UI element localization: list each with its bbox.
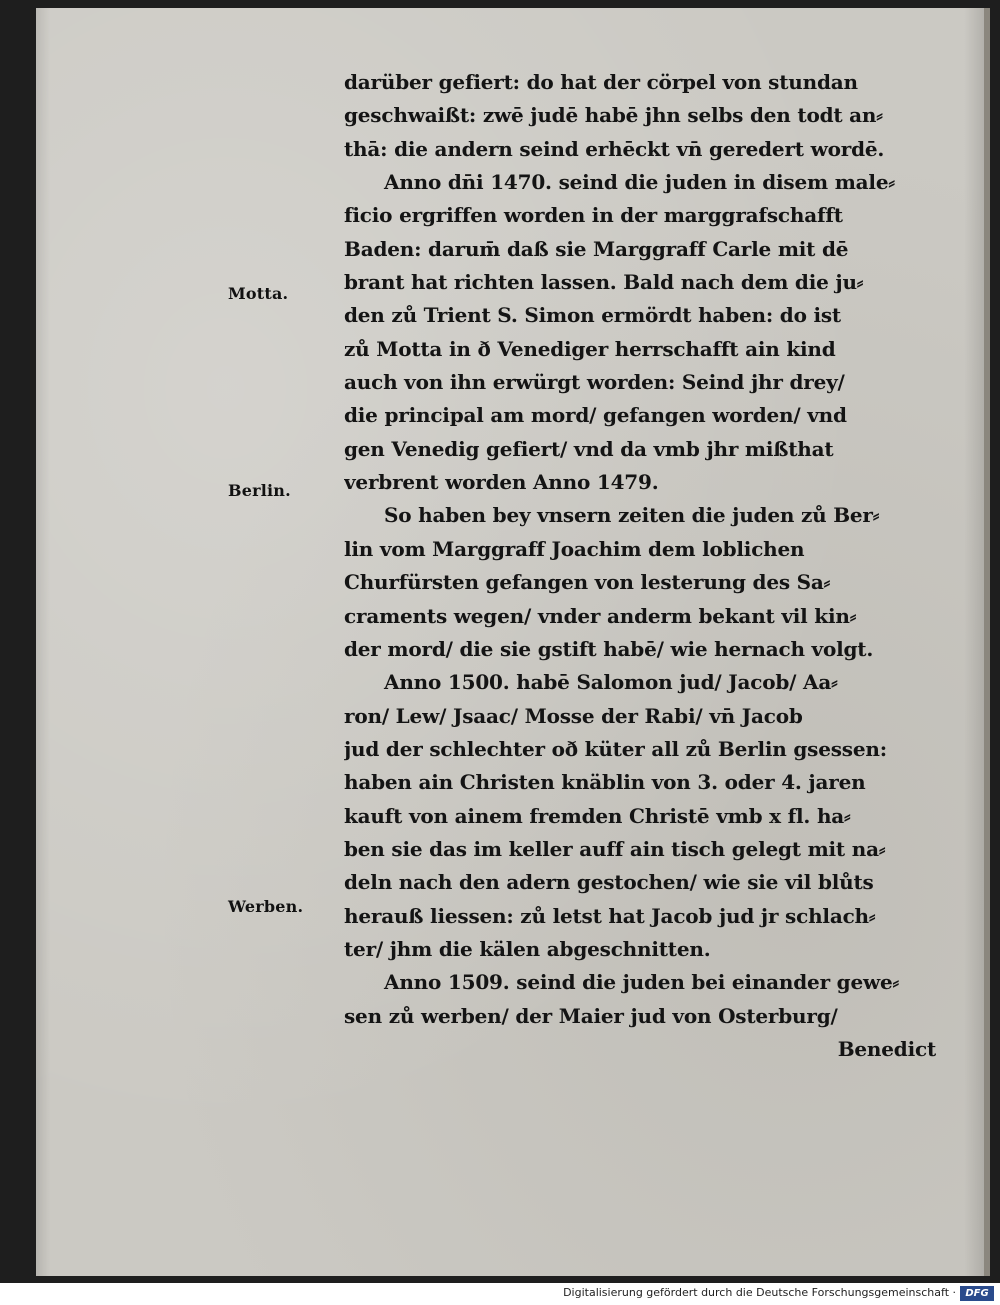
text-line: thā: die andern seind erhēckt vn̄ geredert wordē.: [344, 136, 885, 161]
margin-note-berlin: Berlin.: [228, 481, 291, 500]
footer-bar: [0, 1283, 1000, 1305]
text-line: brant hat richten lassen. Bald nach dem die ju⸗: [344, 270, 864, 295]
text-line: die principal am mord/ gefangen worden/ vnd: [344, 403, 847, 428]
text-line: Anno 1509. seind die juden bei einander gewe⸗: [384, 970, 899, 995]
footer-credit: Digitalisierung gefördert durch die Deutsche Forschungsgemeinschaft ·: [563, 1286, 956, 1299]
text-line: Baden: darum̄ daß sie Marggraff Carle mit dē: [344, 236, 849, 261]
text-line: deln nach den adern gestochen/ wie sie vil blůts: [344, 870, 874, 895]
text-line: ficio ergriffen worden in der marggrafschafft: [344, 203, 843, 228]
text-line: So haben bey vnsern zeiten die juden zů Ber⸗: [384, 503, 880, 528]
text-line: ben sie das im keller auff ain tisch gelegt mit na⸗: [344, 836, 886, 861]
text-line: herauß liessen: zů letst hat Jacob jud jr schlach⸗: [344, 903, 876, 928]
text-line: lin vom Marggraff Joachim dem loblichen: [344, 536, 805, 561]
text-line: verbrent worden Anno 1479.: [344, 470, 659, 495]
text-line: ter/ jhm die kälen abgeschnitten.: [344, 936, 711, 961]
catchword: Benedict: [837, 1036, 936, 1061]
main-text-column: [344, 66, 936, 1066]
text-line: kauft von ainem fremden Christē vmb x fl. ha⸗: [344, 803, 851, 828]
text-line: den zů Trient S. Simon ermördt haben: do ist: [344, 303, 841, 328]
text-line: geschwaißt: zwē judē habē jhn selbs den todt an⸗: [344, 103, 883, 128]
text-line: sen zů werben/ der Maier jud von Osterburg/: [344, 1003, 838, 1028]
text-line: Churfürsten gefangen von lesterung des Sa⸗: [344, 570, 831, 595]
text-line: Anno 1500. habē Salomon jud/ Jacob/ Aa⸗: [384, 670, 838, 695]
margin-note-werben: Werben.: [228, 897, 304, 916]
page-edge: [984, 8, 990, 1276]
text-line: Anno dn̄i 1470. seind die juden in disem male⸗: [384, 170, 895, 195]
text-line: jud der schlechter oð küter all zů Berlin gsessen:: [344, 736, 887, 761]
dfg-logo[interactable]: DFG: [960, 1286, 994, 1301]
text-line: ron/ Lew/ Jsaac/ Mosse der Rabi/ vn̄ Jacob: [344, 703, 803, 728]
text-line: haben ain Christen knäblin von 3. oder 4. jaren: [344, 770, 866, 795]
text-line: zů Motta in ð Venediger herrschafft ain kind: [344, 336, 836, 361]
margin-note-motta: Motta.: [228, 284, 289, 303]
text-line: craments wegen/ vnder anderm bekant vil kin⸗: [344, 603, 857, 628]
text-line: der mord/ die sie gstift habē/ wie hernach volgt.: [344, 636, 874, 661]
text-line: darüber gefiert: do hat der cörpel von stundan: [344, 70, 858, 94]
text-line: gen Venedig gefiert/ vnd da vmb jhr mißthat: [344, 436, 834, 461]
text-line: auch von ihn erwürgt worden: Seind jhr drey/: [344, 370, 845, 395]
